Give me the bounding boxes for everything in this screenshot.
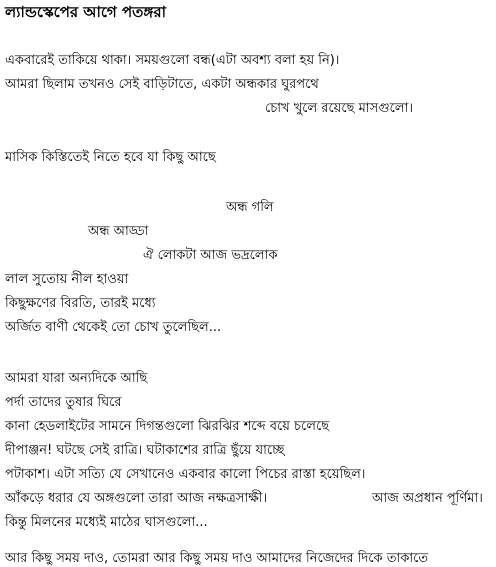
poem-line-18-cropped: আর কিছু সময় দাও, তোমরা আর কিছু সময় দাও আমাদের নিজেদের দিকে তাকাতে — [5, 551, 429, 566]
poem-line-13: কানা হেডলাইটের সামনে দিগন্তগুলো ঝিরঝির শব্দে বয়ে চলেছে — [5, 419, 330, 434]
poem-line-15: পটাকাশ। এটা সত্যি যে সেখানেও একবার কালো পিচের রাস্তা হয়েছিল। — [5, 467, 366, 482]
poem-line-4: মাসিক কিস্তিতেই নিতে হবে যা কিছু আছে — [5, 150, 216, 165]
poem-line-12: পর্দা তাদের তুষার ঘিরে — [5, 395, 122, 410]
poem-line-11: আমরা যারা অন্যদিকে আছি — [5, 371, 148, 386]
poem-line-14: দীপাঞ্জন! ঘটছে সেই রাত্রি। ঘটাকাশের রাত্রি ছুঁয়ে যাচ্ছে — [5, 443, 285, 458]
poem-line-10: অর্জিত বাণী থেকেই তো চোখ তুলেছিল... — [5, 320, 222, 335]
poem-line-3: চোখ খুলে রয়েছে মাসগুলো। — [265, 101, 414, 116]
cropped-line-container — [0, 551, 496, 567]
poem-line-5: অন্ধ গলি — [226, 200, 274, 215]
poem-line-16-right: আজ অপ্রধান পূর্ণিমা। — [372, 491, 483, 506]
poem-line-9: কিছুক্ষণের বিরতি, তারই মধ্যে — [5, 296, 156, 311]
poem-title: ল্যান্ডস্কেপের আগে পতঙ্গরা — [5, 3, 166, 21]
poem-line-6: অন্ধ আড্ডা — [88, 224, 149, 239]
poem-line-2: আমরা ছিলাম তখনও সেই বাড়িটাতে, একটা অন্ধকার ঘুরপথে — [5, 77, 319, 92]
poem-line-16: আঁকড়ে ধরার যে অঙ্গগুলো তারা আজ নক্ষত্রসাক্ষী। — [5, 491, 268, 506]
poem-line-1: একবারেই তাকিয়ে থাকা। সময়গুলো বন্ধ(এটা অবশ্য বলা হয় নি)। — [5, 53, 340, 68]
poem-line-8: লাল সুতোয় নীল হাওয়া — [5, 272, 129, 287]
poem-line-7: ঐ লোকটা আজ ভদ্রলোক — [143, 248, 278, 263]
poem-line-17: কিন্তু মিলনের মধ্যেই মাঠের ঘাসগুলো... — [5, 515, 208, 530]
